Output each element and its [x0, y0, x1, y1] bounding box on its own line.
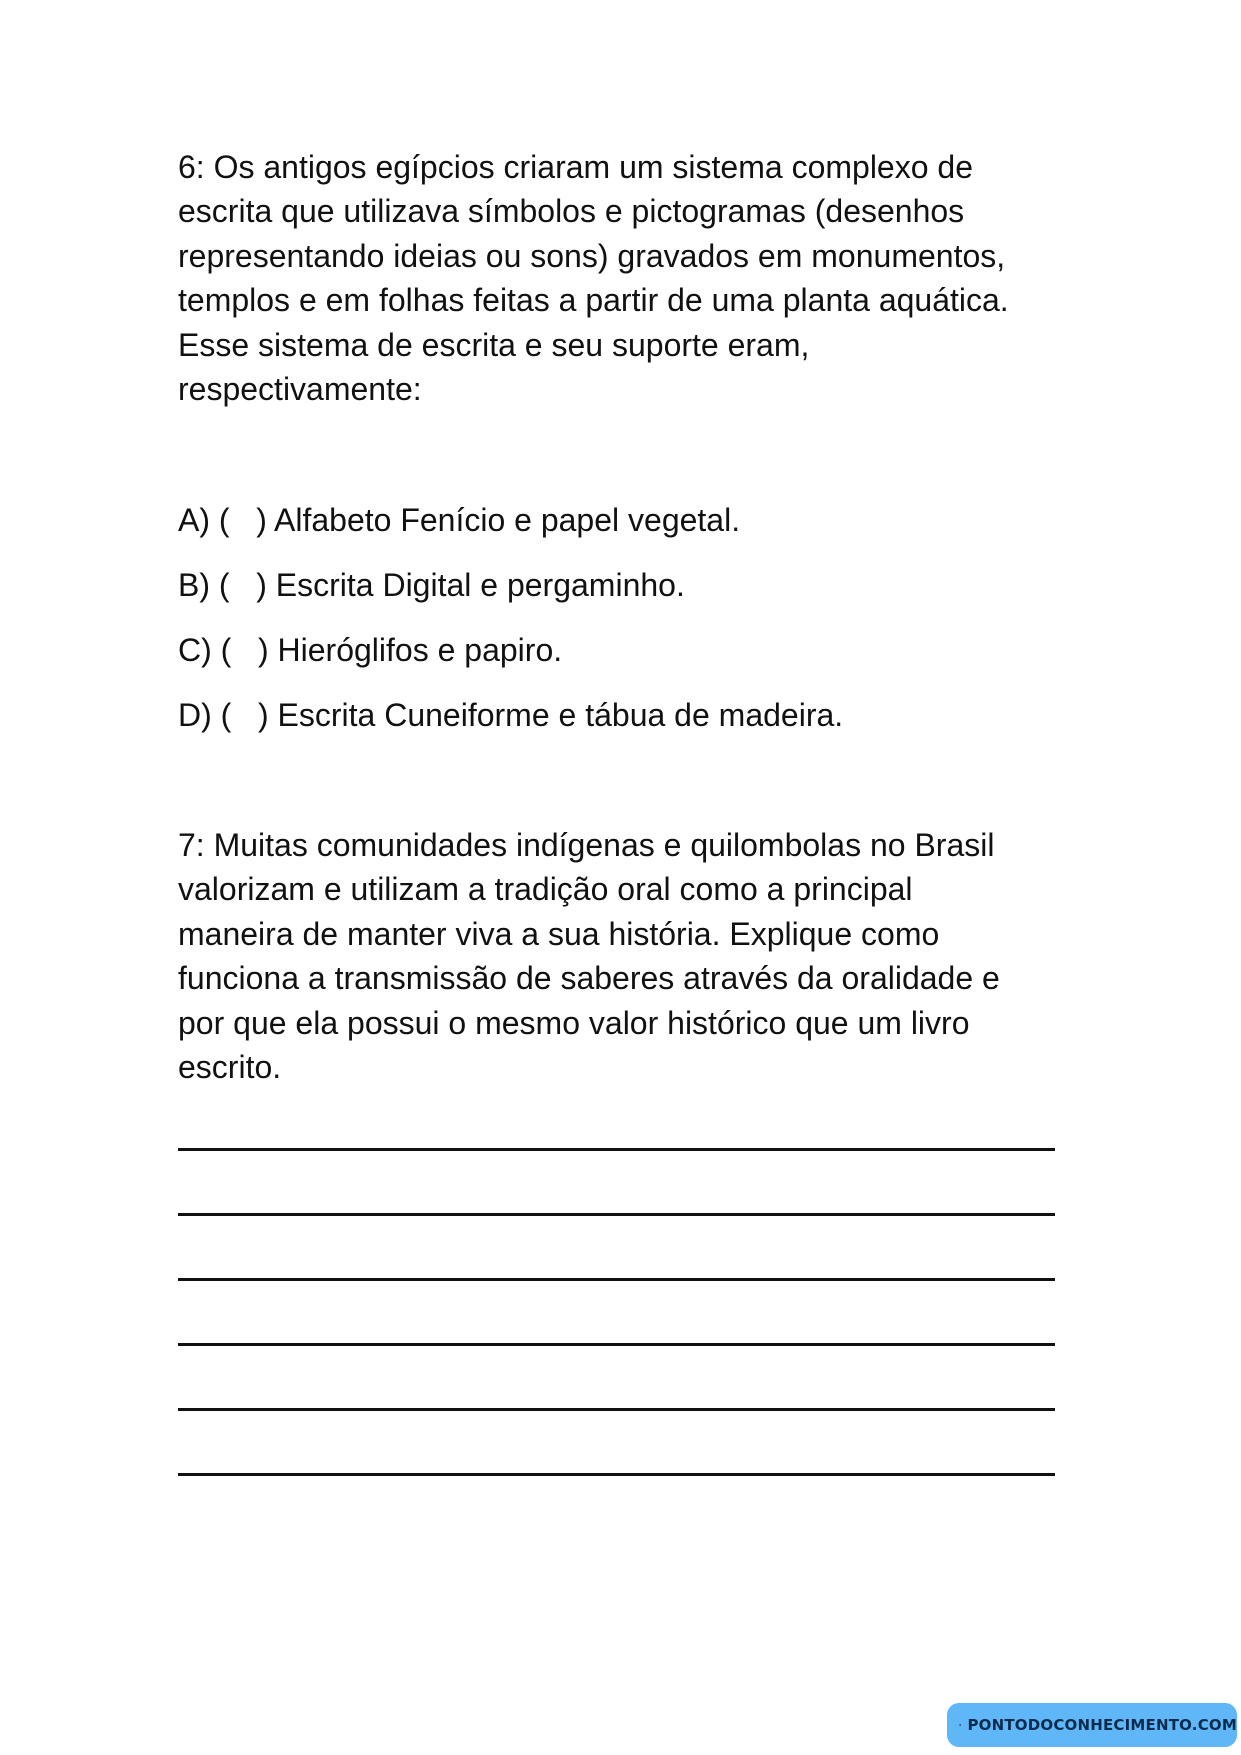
question-6-options: [178, 498, 1078, 758]
option-d: D) ( ) Escrita Cuneiforme e tábua de madeira.: [178, 697, 844, 733]
site-badge[interactable]: [947, 1703, 1237, 1747]
site-badge-label: PONTODOCONHECIMENTO.COM: [967, 1716, 1237, 1734]
answer-line: [178, 1213, 1055, 1216]
answer-line: [178, 1148, 1055, 1151]
option-a: A) ( ) Alfabeto Fenício e papel vegetal.: [178, 502, 741, 538]
option-c: C) ( ) Hieróglifos e papiro.: [178, 632, 563, 668]
answer-line: [178, 1343, 1055, 1346]
answer-lines: [178, 1148, 1055, 1538]
question-6-text: 6: Os antigos egípcios criaram um sistema complexo de escrita que utilizava símbolos e pictogramas (desenhos representando ideias ou sons) gravados em monumentos, templos e em folhas feitas a partir de uma planta aquática. Esse sistema de escrita e seu suporte eram, respectivamente:: [178, 149, 1009, 408]
answer-line: [178, 1278, 1055, 1281]
graduation-cap-book-icon: [959, 1711, 961, 1739]
question-7-text: 7: Muitas comunidades indígenas e quilombolas no Brasil valorizam e utilizam a tradição oral como a principal maneira de manter viva a sua história. Explique como funciona a transmissão de saberes através da oralidade e por que ela possui o mesmo valor histórico que um livro escrito.: [178, 827, 1000, 1086]
answer-line: [178, 1408, 1055, 1411]
option-b: B) ( ) Escrita Digital e pergaminho.: [178, 567, 685, 603]
answer-line: [178, 1473, 1055, 1476]
